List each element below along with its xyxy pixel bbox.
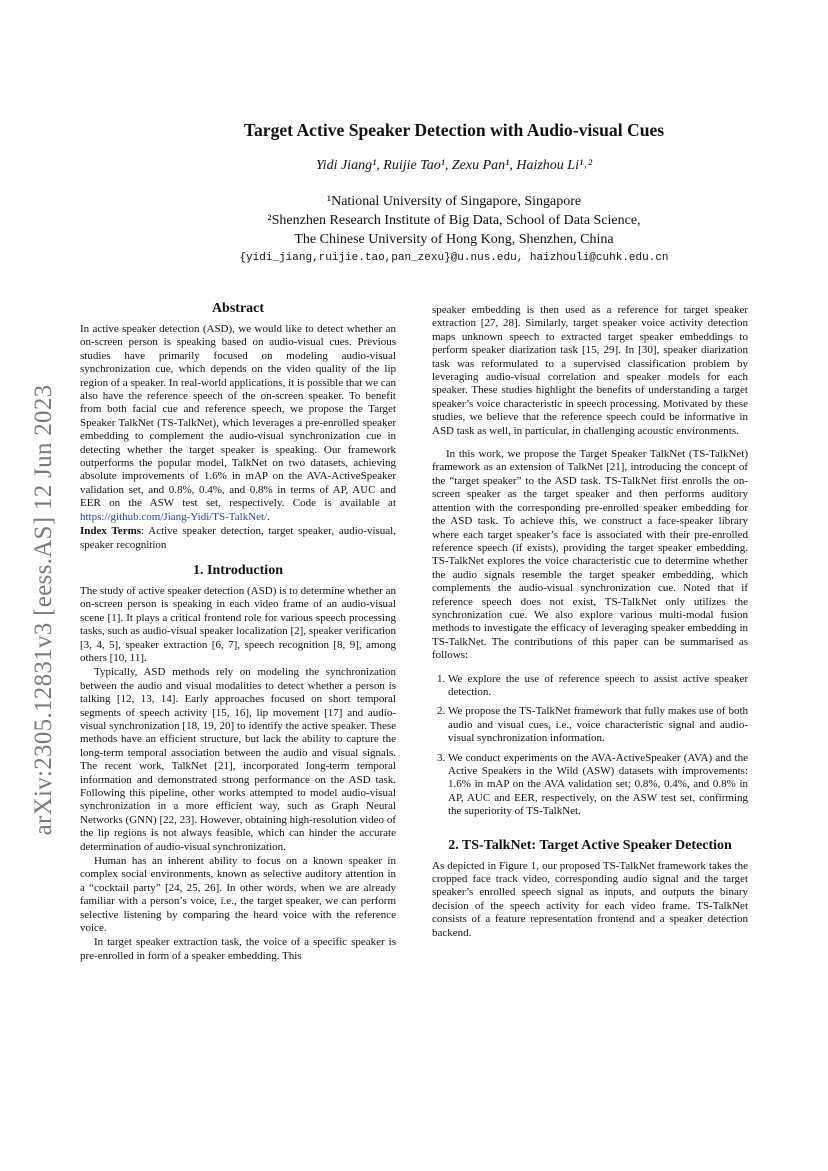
intro-paragraph: speaker embedding is then used as a reference for target speaker extraction [27, 28]. Similarly, target speaker voice activity detection maps unknown speech to extracted target speaker embeddings to perform speaker diarization task [15, 29]. In [30], speaker diarization task was reformulated to a supervised classification problem by leveraging audio-visual correlation and speaker models for each speaker. These studies highlight the benefits of understanding a target speaker’s voice characteristic in speech processing. Motivated by these studies, we believe that the reference speech could be informative in ASD task as well, in particular, in challenging acoustic environments. bbox=[432, 304, 748, 437]
index-terms-text: : Active speaker detection, target speaker, audio-visual, speaker recognition bbox=[80, 525, 396, 551]
section2-paragraph: As depicted in Figure 1, our proposed TS-TalkNet framework takes the cropped face track video, corresponding audio signal and the target speaker’s enrolled speech signal as inputs, and outputs the binary decision of the speech activity for each video frame. TS-TalkNet consists of a feature representation frontend and a speaker detection backend. bbox=[432, 859, 748, 939]
paper-authors: Yidi Jiang¹, Ruijie Tao¹, Zexu Pan¹, Haizhou Li¹˒² bbox=[315, 158, 593, 173]
intro-paragraph: In target speaker extraction task, the voice of a specific speaker is pre-enrolled in form of a speaker embedding. This bbox=[80, 936, 396, 962]
abstract-body bbox=[80, 323, 396, 524]
intro-paragraph: The study of active speaker detection (ASD) is to determine whether an on-screen person is speaking in each video frame of an audio-visual scene [1]. It plays a critical frontend role for various speech processing tasks, such as audio-visual speaker localization [2], speaker verification [3, 4, 5], speaker extraction [6, 7], speech recognition [8, 9], among others [10, 11]. bbox=[80, 584, 396, 664]
list-item: 3. We conduct experiments on the AVA-ActiveSpeaker (AVA) and the Active Speakers in the Wild (ASW) datasets with improvements: 1.6% in mAP on the AVA validation set; 0.8%, 0.4%, and 0.8% in AP, AUC and EER, respectively, on the ASW test set, confirming the superiority of TS-TalkNet. bbox=[448, 752, 748, 819]
right-column bbox=[432, 304, 748, 940]
intro-heading: 1. Introduction bbox=[193, 562, 283, 578]
abstract-text: In active speaker detection (ASD), we would like to detect whether an on-screen person is speaking based on audio-visual cues. Previous studies have primarily focused on modeling audio-visual synchronization cue, which depends on the video quality of the lip region of a speaker. In real-world applications, it is possible that we can also have the reference speech of the on-screen speaker. To benefit from both facial cue and reference speech, we propose the Target Speaker TalkNet (TS-TalkNet), which leverages a pre-enrolled speaker embedding to complement the audio-visual synchronization cue in detecting whether the target speaker is speaking. Our framework outperforms the popular model, TalkNet on two datasets, achieving absolute improvements of 1.6% in mAP on the AVA-ActiveSpeaker validation set, and 0.8%, 0.4%, and 0.8% in terms of AP, AUC and EER on the ASW test set, respectively. Code is available at bbox=[80, 323, 396, 510]
arxiv-identifier-text: arXiv:2305.12831v3 [eess.AS] 12 Jun 2023 bbox=[30, 384, 57, 836]
intro-paragraph: In this work, we propose the Target Speaker TalkNet (TS-TalkNet) framework as an extension of TalkNet [21], introducing the concept of the “target speaker” to the ASD task. TS-TalkNet first enrolls the on-screen speaker as the target speaker and then performs auditory attention with the corresponding pre-enrolled speaker embedding for the ASD task. To achieve this, we construct a face-speaker library where each target speaker’s face is associated with their pre-enrolled reference speech (if exists), providing the target speaker embedding. TS-TalkNet explores the voice characteristic cue to determine whether the audio signals resemble the target speaker embedding, which complements the audio-visual synchronization cue. Noted that if reference speech does not exist, TS-TalkNet only utilizes the synchronization cue. We also explore various multi-modal fusion methods to investigate the efficacy of leveraging speaker embedding in TS-TalkNet. The contributions of this paper can be summarised as follows: bbox=[432, 448, 748, 662]
affiliation-line: The Chinese University of Hong Kong, Shenzhen, China bbox=[294, 232, 614, 247]
author-emails: {yidi_jiang,ruijie.tao,pan_zexu}@u.nus.edu, haizhouli@cuhk.edu.cn bbox=[239, 252, 669, 264]
index-terms bbox=[80, 525, 396, 552]
affiliation-line: ¹National University of Singapore, Singapore bbox=[326, 194, 582, 209]
code-link[interactable]: https://github.com/Jiang-Yidi/TS-TalkNet/ bbox=[80, 510, 268, 523]
list-item: 1. We explore the use of reference speech to assist active speaker detection. bbox=[448, 673, 748, 700]
affiliations bbox=[80, 192, 828, 249]
abstract-link-tail: . bbox=[267, 510, 270, 523]
arxiv-identifier bbox=[18, 360, 70, 860]
intro-paragraph: Typically, ASD methods rely on modeling the synchronization between the audio and visual modalities to detect whether a person is talking [12, 13, 14]. Early approaches focused on short temporal segments of speech activity [15, 16], lip movement [17] and audio-visual synchronization [18, 19, 20] to identify the active speaker. These methods have an efficient structure, but lack the ability to capture the long-term temporal association between the audio and visual signals. The recent work, TalkNet [21], incorporated long-term temporal information and demonstrated strong performance on the ASD task. Following this pipeline, other works attempted to model audio-visual synchronization in a more efficient way, such as Graph Neural Networks (GNN) [22, 23]. However, obtaining high-resolution video of the lip regions is not always feasible, which can hinder the accurate determination of audio-visual synchronization. bbox=[80, 666, 396, 853]
intro-paragraph: Human has an inherent ability to focus on a known speaker in complex social environments, known as selective auditory attention in a “cocktail party” [24, 25, 26]. In other words, when we are already familiar with a person’s voice, i.e., the target speaker, we can perform selective listening by comparing the heard voice with the reference voice. bbox=[80, 855, 396, 935]
index-terms-label: Index Terms bbox=[80, 525, 142, 538]
paper-title: Target Active Speaker Detection with Audio-visual Cues bbox=[243, 120, 665, 140]
left-column bbox=[80, 300, 396, 963]
list-item: 2. We propose the TS-TalkNet framework that fully makes use of both audio and visual cues, i.e., voice characteristic signal and audio-visual synchronization information. bbox=[448, 705, 748, 745]
affiliation-line: ²Shenzhen Research Institute of Big Data, School of Data Science, bbox=[267, 213, 641, 228]
abstract-heading: Abstract bbox=[211, 301, 265, 316]
section2-heading: 2. TS-TalkNet: Target Active Speaker Detection bbox=[448, 837, 732, 853]
contributions-list bbox=[432, 673, 748, 819]
